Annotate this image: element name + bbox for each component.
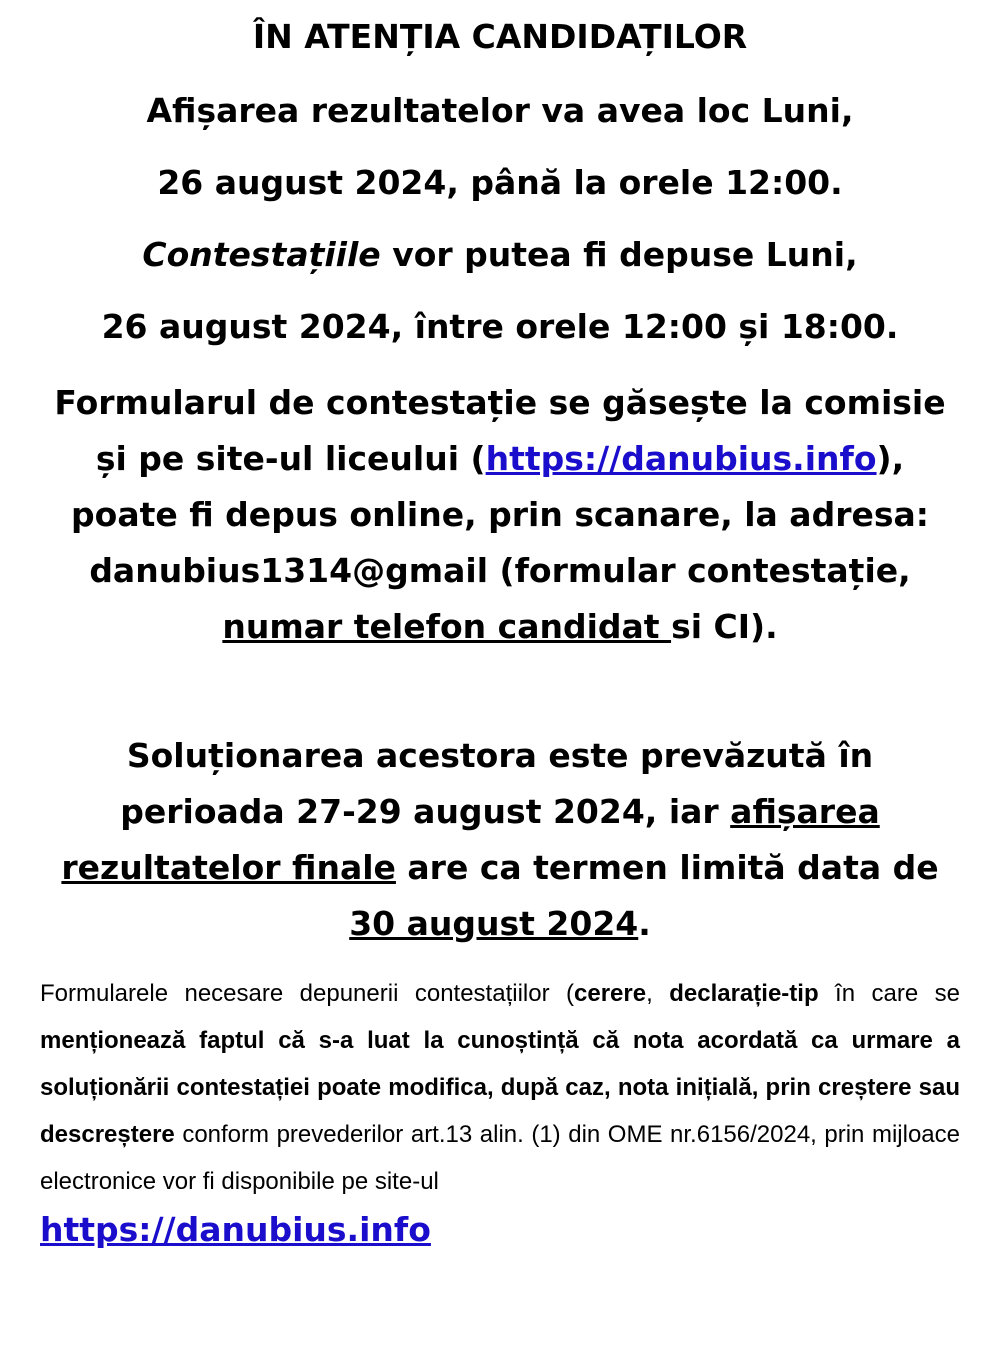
school-site-link[interactable]: https://danubius.info — [485, 439, 877, 478]
solution-underlined-1: afișarea rezultatelor finale — [61, 792, 880, 887]
solution-underlined-2: 30 august 2024 — [349, 904, 639, 943]
forms-text-1: Formularele necesare depunerii contestațiilor ( — [40, 980, 575, 1007]
solution-text-2: are ca termen limită data de — [395, 848, 939, 887]
forms-bold-2: declarație-tip — [669, 980, 819, 1007]
forms-text-3: în care se — [818, 980, 960, 1007]
forms-text-2: , — [646, 980, 670, 1007]
forms-bold-3: menționează faptul că s-a luat la cunoștință că nota acordată ca urmare a soluționării contestației poate modifica, după caz, nota inițială, prin creștere sau descreștere — [40, 1027, 960, 1148]
form-info-text-3: si CI). — [671, 607, 778, 646]
forms-text-4: conform prevederilor art.13 alin. (1) din OME nr.6156/2024, prin mijloace electronice vor fi disponibile pe site-ul — [40, 1121, 960, 1195]
appeals-line-2: 26 august 2024, între orele 12:00 și 18:00. — [101, 307, 899, 346]
appeals-line-1 — [40, 233, 960, 277]
form-info-block — [40, 375, 960, 655]
solution-text-3: . — [638, 904, 651, 943]
solution-text-1: Soluționarea acestora este prevăzută în perioada 27-29 august 2024, iar — [120, 736, 874, 831]
form-info-text-2: ), poate fi depus online, prin scanare, la adresa: danubius1314@gmail (formular contestație, — [71, 439, 929, 590]
form-info-text-1: Formularul de contestație se găsește la comisie și pe site-ul liceului ( — [54, 383, 946, 478]
results-line-2: 26 august 2024, până la orele 12:00. — [157, 163, 843, 202]
results-line-1: Afișarea rezultatelor va avea loc Luni, — [146, 91, 854, 130]
notice-heading: ÎN ATENȚIA CANDIDAȚILOR — [252, 17, 748, 56]
forms-paragraph — [40, 970, 960, 1205]
solution-block — [40, 728, 960, 952]
form-info-underlined: numar telefon candidat — [222, 607, 672, 646]
final-site-link[interactable]: https://danubius.info — [40, 1210, 431, 1249]
appeals-line-1-rest: vor putea fi depuse Luni, — [380, 235, 858, 274]
forms-bold-1: cerere — [574, 980, 647, 1007]
appeals-italic-word: Contestațiile — [142, 235, 381, 274]
